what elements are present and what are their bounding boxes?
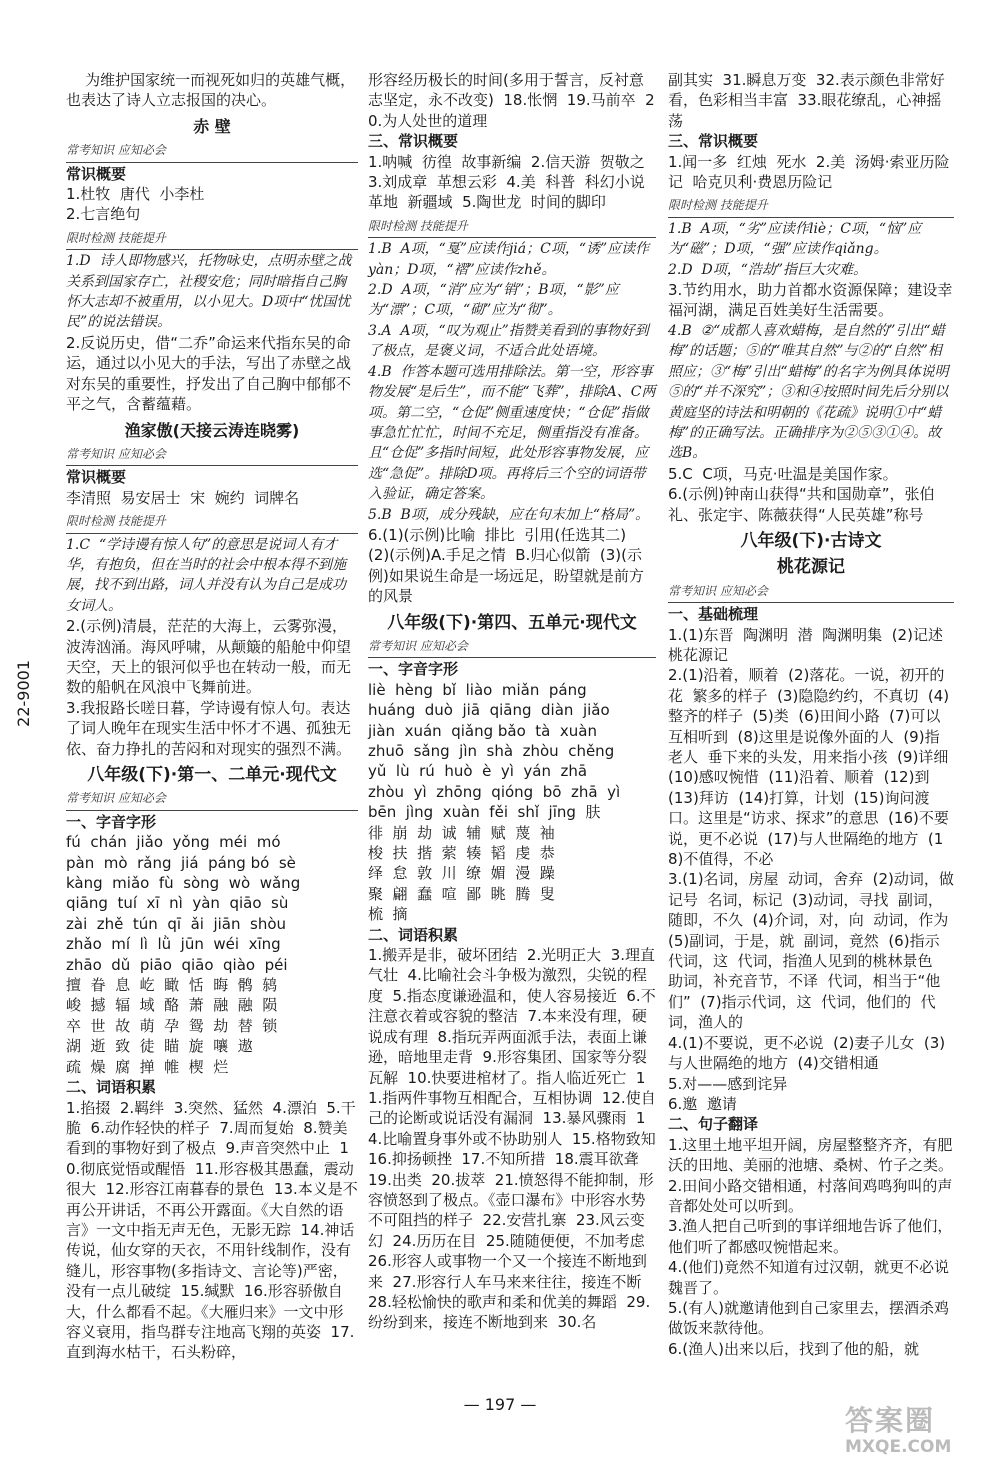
paragraph: 2.(1)沿着，顺着 (2)落花。一说，初开的花 繁多的样子 (3)隐隐约约，不真切 (4)整齐的样子 (5)类 (6)田间小路 (7)可以互相听到 (8)这里是说像外面的人 (9)指老人 垂下来的头发，用来指小孩 (9)详细 (10)感叹惋惜 (11)沿着、顺着 (12)到 (13)拜访 (14)打算，计划 (15)询问渡口。这里是“访求、探求”的意思 (16)不要说，更不必说 (17)与人世隔绝的地方 (18)不值得，不必 (668, 666, 958, 869)
paragraph: 为维护国家统一而视死如归的英雄气概，也表达了诗人立志报国的决心。 (66, 71, 356, 110)
section-bar: 限时检测 技能提升 (66, 228, 358, 250)
section-bar: 常考知识 应知必会 (66, 444, 358, 466)
paragraph: 2.反说历史，借“二乔”命运来代指东吴的命运，通过以小见大的手法，写出了赤壁之战对东吴的重要性，抒发出了自己胸中郁郁不平之气，含蓄蕴藉。 (66, 333, 352, 414)
section-bar: 限时检测 技能提升 (668, 195, 954, 217)
section-title: 赤 壁 (193, 116, 231, 136)
page-number: — 197 — (463, 1395, 537, 1414)
paragraph: 5.对——感到诧异 (668, 1074, 788, 1093)
paragraph: 6.(示例)钟南山获得“共和国勋章”，张伯礼、张定宇、陈薇获得“人民英雄”称号 (668, 485, 935, 524)
side-code: 22-9001 (14, 660, 33, 727)
answer-explanation: 2.D A项，“消”应为“销”；B项，“影”应为“漂”；C项，“砌”应为“彻”。 (368, 282, 619, 319)
paragraph: 1.杜牧 唐代 小李杜 (66, 185, 205, 204)
watermark-logo (845, 1405, 985, 1461)
paragraph: 4.(他们)竟然不知道有过汉朝，就更不必说魏晋了。 (668, 1258, 950, 1297)
paragraph: liè hèng bǐ liào miǎn páng huáng duò jiā qiāng diàn jiǎo jiàn xuán qiǎng bǎo tà xuàn zhuō sǎng jìn shà zhòu chěng yǔ lù rú huò è yì yán zhā zhòu yì zhōng qióng bō zhā yì bēn jìng xuàn fěi shǐ jīng 肤 徘 崩 劫 诚 辅 赋 蔑 袖 梭 扶 揩 萦 辏 韬 虔 恭 绎 怠 敦 川 缭 媚 漫 躁 聚 翩 蠢 喧 鄙 眺 腾 叟 梳 摘 (368, 680, 621, 924)
answer-column-2 (368, 70, 666, 1333)
paragraph: 2.七言绝句 (66, 205, 141, 224)
paragraph: 6.邀 邀请 (668, 1094, 737, 1113)
answer-column-1 (66, 70, 358, 1363)
section-bar: 常考知识 应知必会 (66, 788, 358, 810)
paragraph: 1.这里土地平坦开阔，房屋整整齐齐，有肥沃的田地、美丽的池塘、桑树、竹子之类。 (668, 1135, 954, 1175)
paragraph: 3.我报路长嗟日暮，学诗谩有惊人句。表达了词人晚年在现实生活中怀才不遇、孤独无依、奋力挣扎的苦闷和对现实的强烈不满。 (66, 698, 352, 758)
paragraph: 形容经历极长的时间(多用于誓言，反衬意志坚定，永不改变) 18.怅惘 19.马前卒 20.为人处世的道理 (368, 71, 655, 130)
paragraph: 1.掐掇 2.羁绊 3.突然、猛然 4.漂泊 5.干脆 6.动作轻快的样子 7.周而复始 8.赞美看到的事物好到了极点 9.声音突然中止 10.彻底觉悟或醒悟 11.形容极其愚蠢，震动很大 12.形容江南暮春的景色 13.本义是不再公开讲话，不再公开露面。《大自然的语言》一文中指无声无色，无影无踪 14.神话传说，仙女穿的天衣，不用针线制作，没有缝儿，形容事物(多指诗文、言论等)严密，没有一点儿破绽 15.缄默 16.形容骄傲自大，什么都看不起。《大雁归来》一文中形容义衰用，指鸟群专注地高飞翔的英姿 17.直到海水枯干，石头粉碎， (66, 1098, 358, 1362)
answer-explanation: 2.D D项，“浩劫”指巨大灾难。 (668, 261, 868, 278)
answer-explanation: 3.A A项，“叹为观止”指赞美看到的事物好到了极点，是褒义词，不适合此处语境。 (368, 322, 649, 360)
subsection-heading: 三、常识概要 (368, 132, 459, 151)
paragraph: 1.闻一多 红烛 死水 2.美 汤姆·索亚历险记 哈克贝利·费恩历险记 (668, 152, 950, 192)
watermark-line2: MXQE.COM (845, 1437, 952, 1457)
section-title: 八年级(下)·第四、五单元·现代文 (387, 612, 637, 633)
paragraph: 3.渔人把自己听到的事详细地告诉了他们，他们听了都感叹惋惜起来。 (668, 1217, 953, 1256)
paragraph: 6.(1)(示例)比喻 排比 引用(任选其二) (2)(示例)A.手足之情 B.归心似箭 (3)(示例)如果说生命是一场远足，盼望就是前方的风景 (368, 525, 644, 606)
section-title: 八年级(下)·第一、二单元·现代文 (87, 765, 337, 785)
section-bar: 限时检测 技能提升 (66, 511, 358, 533)
answer-column-3 (668, 70, 958, 1359)
answer-explanation: 1.C “学诗谩有惊人句”的意思是说词人有才华，有抱负，但在当时的社会中根本得不到施展，找不到出路，词人并没有认为自己是成功女词人。 (66, 536, 346, 614)
subsection-heading: 常识概要 (66, 468, 127, 487)
subsection-heading: 一、基础梳理 (668, 605, 759, 624)
answer-explanation: 4.B ②“成都人喜欢蜡梅，是自然的”引出“蜡梅”的话题；⑤的“唯其自然”与②的“自然”相照应；③“梅”引出“蜡梅”的名字为例具体说明⑤的“并不深究”；③和④按照时间先后分别以黄庭坚的诗法和明朝的《花疏》说明①中“蜡梅”的正确写法。正确排序为②⑤③①④。故选B。 (668, 322, 949, 462)
paragraph: 5.(有人)就邀请他到自己家里去，摆酒杀鸡做饭来款待他。 (668, 1298, 950, 1338)
subsection-heading: 二、词语积累 (368, 925, 459, 944)
paragraph: 3.(1)名词，房屋 动词，舍弃 (2)动词，做记号 名词，标记 (3)动词，寻找 副词，随即，不久 (4)介词，对，向 动词，作为 (5)副词，于是，就 副词，竟然 (6)指示代词，这 代词，指渔人见到的桃林景色 助词，补充音节，不译 代词，相当于“他们” (7)指示代词，这 代词，他们的 代词，渔人的 (668, 870, 958, 1032)
section-title: 渔家傲(天接云涛连晓雾) (124, 420, 300, 440)
paragraph: 副其实 31.瞬息万变 32.表示颜色非常好看，色彩相当丰富 33.眼花缭乱，心神摇荡 (668, 71, 945, 130)
paragraph: 4.(1)不要说，更不必说 (2)妻子儿女 (3)与人世隔绝的地方 (4)交错相通 (668, 1033, 946, 1073)
subsection-heading: 三、常识概要 (668, 132, 759, 151)
paragraph: 2.田间小路交错相通，村落间鸡鸣狗叫的声音都处处可以听到。 (668, 1176, 953, 1215)
paragraph: 1.呐喊 彷徨 故事新编 2.信天游 贺敬之 3.刘成章 革想云彩 4.美 科普 科幻小说 革地 新疆域 5.陶世龙 时间的脚印 (368, 152, 655, 212)
section-title: 八年级(下)·古诗文 (740, 530, 882, 551)
paragraph: 1.搬弄是非，破坏团结 2.光明正大 3.理直气壮 4.比喻社会斗争极为激烈，尖锐的程度 5.指态度谦逊温和，使人容易接近 6.不注意衣着或容貌的整洁 7.本来没有理，硬说成有理 8.指玩弄两面派手法，表面上谦逊，暗地里走背 9.形容集团、国家等分裂瓦解 10.快要进棺材了。指人临近死亡 11.指两件事物互相配合，互相协调 12.使自己的论断或说话没有漏洞 13.暴风骤雨 14.比喻置身事外或不协助别人 15.格物致知 16.抑扬顿挫 17.不知所措 18.震耳欲聋 19.出类 20.拔萃 21.愤怒得不能抑制，形容愤怒到了极点。《壶口瀑布》中形容水势不可阻挡的样子 22.安营扎寨 23.风云变幻 24.历历在目 25.随随便便，不加考虑 26.形容人或事物一个又一个接连不断地到来 27.形容行人车马来来往往，接连不断 28.轻松愉快的歌声和柔和优美的舞蹈 29.纷纷到来，接连不断地到来 30.名 (368, 946, 666, 1332)
section-bar: 限时检测 技能提升 (368, 216, 656, 238)
subsection-heading: 一、字音字形 (368, 660, 459, 679)
section-bar: 常考知识 应知必会 (668, 581, 954, 603)
paragraph: 6.(渔人)出来以后，找到了他的船，就 (668, 1339, 920, 1358)
subsection-heading: 二、词语积累 (66, 1078, 157, 1097)
paragraph: fú chán jiǎo yǒng méi mó pàn mò rǎng jiá páng bó sè kàng miǎo fù sòng wò wǎng qiāng tuí xī nì yàn qiāo sù zài zhě tún qī ǎi jiān shòu zhǎo mí lì lǜ jūn wéi xīng zhāo dǔ piāo qiāo qiào péi 擅 眷 息 屹 瞰 恬 晦 鹘 鸫 峻 撼 辐 域 酪 萧 融 融 陨 卒 世 故 萌 孕 鸳 劫 替 锁 湖 逝 致 徒 瞄 旋 嚷 遨 疏 燥 腐 掸 帷 楔 烂 (66, 833, 301, 1076)
answer-explanation: 1.B A项，“劣”应读作liè；C项，“恼”应为“磁”；D项，“强”应读作qiǎng。 (668, 220, 922, 258)
paragraph: 1.(1)东晋 陶渊明 潜 陶渊明集 (2)记述 桃花源记 (668, 625, 953, 664)
paragraph: 2.(示例)清晨，茫茫的大海上，云雾弥漫，波涛汹涌。海风呼啸，从颠簸的船舱中仰望天空，天上的银河似乎也在转动一般，而无数的船帆在风浪中飞舞前进。 (66, 617, 352, 697)
section-title: 桃花源记 (777, 557, 845, 578)
paragraph: 5.C C项，马克·吐温是美国作家。 (668, 464, 898, 483)
answer-explanation: 1.B A项，“戛”应读作jiá；C项，“诱”应读作yàn；D项，“褶”应读作zhě。 (368, 241, 650, 278)
section-bar: 常考知识 应知必会 (368, 636, 656, 658)
subsection-heading: 常识概要 (66, 164, 127, 183)
watermark-line1: 答案圈 (845, 1404, 936, 1437)
section-bar: 常考知识 应知必会 (66, 140, 358, 162)
answer-explanation: 4.B 作答本题可选用排除法。第一空，形容事物发展“是后生”，而不能“飞葬”，排除A、C两项。第二空，“仓促”侧重速度快；“仓促”指做事急忙忙忙，时间不充足，侧重指没有准备。且“仓促”多指时间短，此处形容事物发展，应选“急促”。排除D项。再将后三个空的词语带入验证，确定答案。 (368, 363, 656, 503)
paragraph: 3.节约用水，助力首都水资源保障；建设幸福河湖，满足百姓美好生活需要。 (668, 281, 953, 320)
paragraph: 李清照 易安居士 宋 婉约 词牌名 (66, 488, 300, 507)
subsection-heading: 二、句子翻译 (668, 1115, 759, 1134)
subsection-heading: 一、字音字形 (66, 812, 157, 831)
answer-explanation: 1.D 诗人即物感兴，托物咏史，点明赤壁之战关系到国家存亡，社稷安危；同时暗指自己胸怀大志却不被重用，以小见大。D项中“忧国忧民”的说法错误。 (66, 253, 352, 331)
answer-explanation: 5.B B项，成分残缺，应在句末加上“格局”。 (368, 506, 650, 523)
